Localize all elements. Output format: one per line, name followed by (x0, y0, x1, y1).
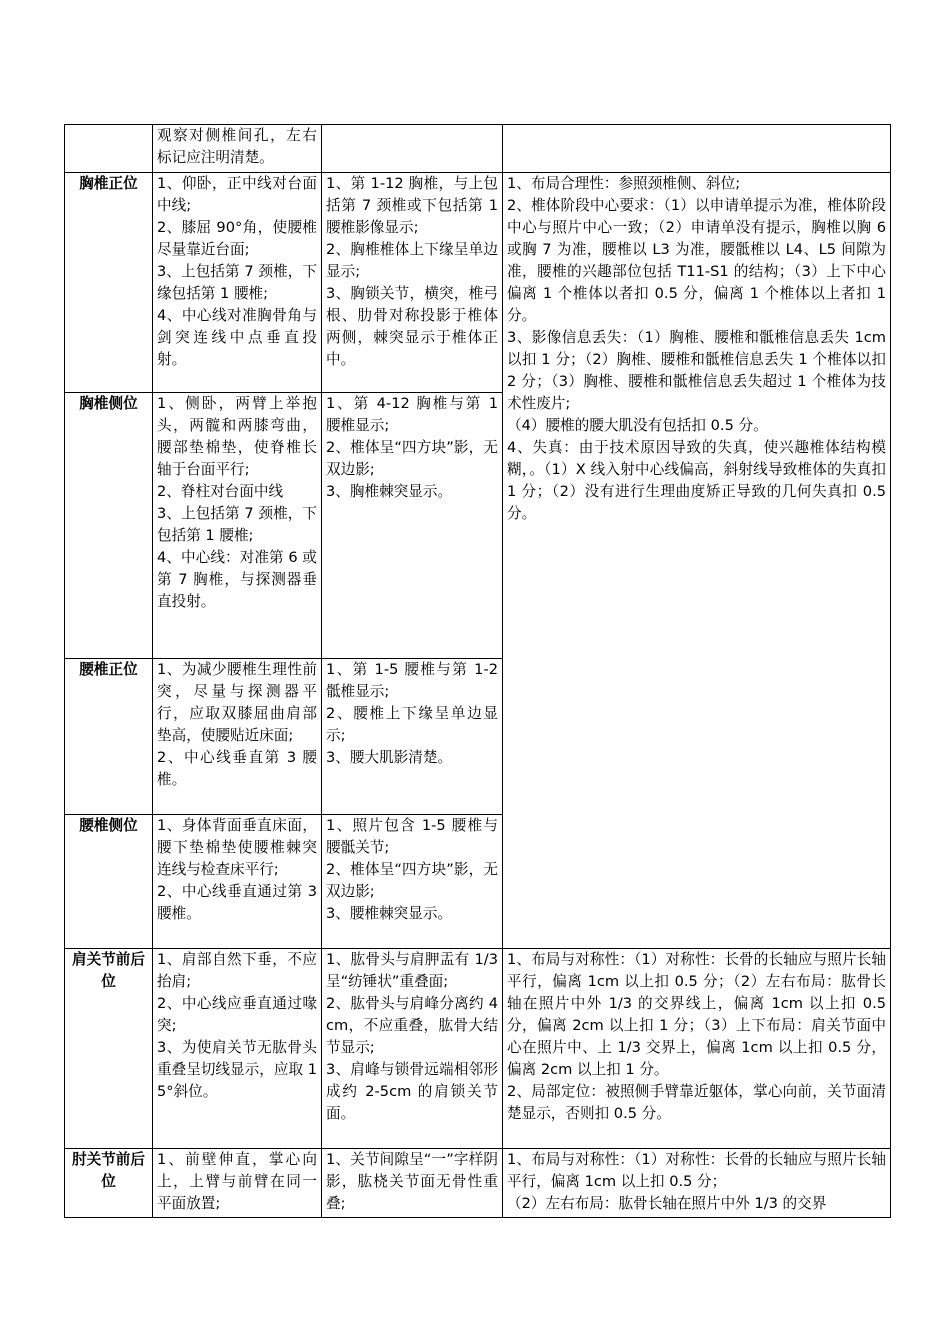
standard-item: 1、第 1-12 胸椎，与上包括第 7 颈椎或下包括第 1 腰椎影像显示; (326, 175, 498, 236)
position-step: 2、中心线垂直第 3 腰椎。 (157, 749, 317, 788)
standard-item: 3、胸椎棘突显示。 (326, 483, 453, 500)
position-cell (153, 393, 322, 659)
scoring-item: 2、局部定位：被照侧手臂靠近躯体，掌心向前，关节面清楚显示，否则扣 0.5 分。 (507, 1083, 886, 1122)
scoring-cell (503, 125, 891, 173)
position-step: 4、中心线：对准第 6 或第 7 胸椎，与探测器垂直投射。 (157, 549, 317, 610)
position-step: 2、膝屈 90°角，使腰椎尽量靠近台面; (157, 219, 317, 258)
standard-cell (322, 125, 503, 173)
position-step: 1、前壁伸直，掌心向上，上臂与前臂在同一平面放置; (157, 1151, 317, 1212)
position-cell (153, 1149, 322, 1218)
standard-cell (322, 659, 503, 815)
exam-name-cell: 腰椎侧位 (65, 815, 153, 949)
standard-cell (322, 1149, 503, 1218)
standard-item: 2、胸椎椎体上下缘呈单边显示; (326, 241, 498, 280)
position-step: 2、中心线应垂直通过喙突; (157, 995, 317, 1034)
exam-name-cell: 肘关节前后位 (65, 1149, 153, 1218)
standard-item: 3、肩峰与锁骨远端相邻形成约 2-5cm 的肩锁关节面。 (326, 1061, 498, 1122)
exam-name-cell: 胸椎正位 (65, 173, 153, 393)
table-row (65, 125, 891, 173)
scoring-item: 4、失真：由于技术原因导致的失真，使兴趣椎体结构模糊，。（1）X 线入射中心线偏高，斜射线导致椎体的失真扣 1 分；（2）没有进行生理曲度矫正导致的几何失真扣 0.5 分。 (507, 439, 886, 522)
position-cell (153, 949, 322, 1149)
position-step: 3、为使肩关节无肱骨头重叠呈切线显示，应取 15°斜位。 (157, 1039, 317, 1100)
table-row (65, 173, 891, 393)
scoring-item: 2、椎体阶段中心要求：（1）以申请单提示为准，椎体阶段中心与照片中心一致；（2）申请单没有提示，胸椎以胸 6 或胸 7 为准，腰椎以 L3 为准，腰骶椎以 L4、L5 间隙为准，腰椎的兴趣部位包括 T11-S1 的结构；（3）上下中心偏离 1 个椎体以者扣 0.5 分，偏离 1 个椎体以上者扣 1 分。 (507, 197, 886, 324)
position-step: 1、身体背面垂直床面，腰下垫棉垫使腰椎棘突连线与检查床平行; (157, 817, 317, 878)
standard-item: 3、腰大肌影清楚。 (326, 749, 453, 766)
position-cell (153, 173, 322, 393)
exam-name-cell: 胸椎侧位 (65, 393, 153, 659)
position-step: 2、脊柱对台面中线 (157, 483, 284, 500)
position-step: 1、侧卧，两臂上举抱头，两髋和两膝弯曲，腰部垫棉垫，使脊椎长轴于台面平行; (157, 395, 317, 478)
exam-name-cell: 肩关节前后位 (65, 949, 153, 1149)
standard-item: 2、腰椎上下缘呈单边显示; (326, 705, 498, 744)
standard-item: 1、第 1-5 腰椎与第 1-2 骶椎显示; (326, 661, 498, 700)
standard-cell (322, 393, 503, 659)
scoring-cell (503, 173, 891, 949)
scoring-item: 1、布局与对称性：（1）对称性：长骨的长轴应与照片长轴平行，偏离 1cm 以上扣 0.5 分； (507, 1151, 886, 1190)
position-text: 观察对侧椎间孔，左右标记应注明清楚。 (157, 127, 317, 166)
standard-item: 2、椎体呈“四方块”影，无双边影; (326, 861, 498, 900)
standard-cell (322, 815, 503, 949)
standard-item: 3、腰椎棘突显示。 (326, 905, 453, 922)
scoring-item: 1、布局合理性：参照颈椎侧、斜位; (507, 175, 741, 192)
scoring-item: （4）腰椎的腰大肌没有包括扣 0.5 分。 (507, 417, 768, 434)
position-step: 3、上包括第 7 颈椎，下缘包括第 1 腰椎; (157, 263, 317, 302)
position-step: 4、中心线对准胸骨角与剑突连线中点垂直投射。 (157, 307, 317, 368)
position-step: 2、中心线垂直通过第 3 腰椎。 (157, 883, 317, 922)
position-cell (153, 125, 322, 173)
standard-cell (322, 173, 503, 393)
position-step: 1、仰卧，正中线对台面中线; (157, 175, 317, 214)
standard-item: 1、第 4-12 胸椎与第 1 腰椎显示; (326, 395, 498, 434)
table-row (65, 1149, 891, 1218)
position-cell (153, 659, 322, 815)
standard-item: 1、照片包含 1-5 腰椎与腰骶关节; (326, 817, 498, 856)
positioning-standards-table (64, 124, 891, 1218)
scoring-item: 1、布局与对称性：（1）对称性：长骨的长轴应与照片长轴平行，偏离 1cm 以上扣 0.5 分；（2）左右布局：肱骨长轴在照片中外 1/3 的交界线上，偏离 1cm 以上扣 0.5 分，偏离 2cm 以上扣 1 分；（3）上下布局：肩关节面中心在照片中、上 1/3 交界上，偏离 1cm 以上扣 0.5 分，偏离 2cm 以上扣 1 分。 (507, 951, 886, 1078)
exam-name-cell (65, 125, 153, 173)
standard-item: 1、肱骨头与肩胛盂有 1/3 呈“纺锤状”重叠面; (326, 951, 498, 990)
scoring-item: （2）左右布局：肱骨长轴在照片中外 1/3 的交界 (507, 1195, 827, 1212)
position-step: 3、上包括第 7 颈椎，下包括第 1 腰椎; (157, 505, 317, 544)
scoring-cell (503, 1149, 891, 1218)
position-cell (153, 815, 322, 949)
scoring-cell (503, 949, 891, 1149)
exam-name-cell: 腰椎正位 (65, 659, 153, 815)
standard-cell (322, 949, 503, 1149)
standard-item: 2、椎体呈“四方块”影，无双边影; (326, 439, 498, 478)
standard-item: 1、关节间隙呈“一”字样阴影，肱桡关节面无骨性重叠; (326, 1151, 498, 1212)
position-step: 1、为减少腰椎生理性前突，尽量与探测器平行，应取双膝屈曲肩部垫高，使腰贴近床面; (157, 661, 317, 744)
standard-item: 2、肱骨头与肩峰分离约 4cm，不应重叠，肱骨大结节显示; (326, 995, 498, 1056)
scoring-item: 3、影像信息丢失：（1）胸椎、腰椎和骶椎信息丢失 1cm 以扣 1 分；（2）胸椎、腰椎和骶椎信息丢失 1 个椎体以扣 2 分；（3）胸椎、腰椎和骶椎信息丢失超过 1 个椎体为技术性废片; (507, 329, 886, 412)
position-step: 1、肩部自然下垂，不应抬肩; (157, 951, 317, 990)
table-row (65, 949, 891, 1149)
standard-item: 3、胸锁关节，横突，椎弓根、肋骨对称投影于椎体两侧，棘突显示于椎体正中。 (326, 285, 498, 368)
